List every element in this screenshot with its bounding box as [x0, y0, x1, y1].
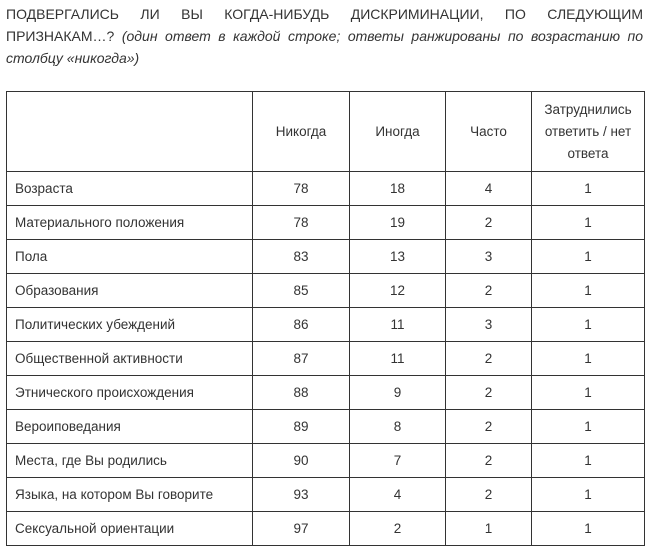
cell-sometimes: 7 [350, 444, 446, 478]
cell-no-answer: 1 [532, 172, 645, 206]
cell-sometimes: 12 [350, 274, 446, 308]
table-row [7, 206, 645, 240]
header-cell-no-answer: Затруднились ответить / нет ответа [532, 92, 645, 172]
cell-often: 2 [446, 206, 532, 240]
cell-sometimes: 13 [350, 240, 446, 274]
cell-never: 88 [253, 376, 350, 410]
row-label: Возраста [7, 172, 253, 206]
table-row [7, 240, 645, 274]
cell-never: 89 [253, 410, 350, 444]
cell-sometimes: 11 [350, 342, 446, 376]
row-label: Языка, на котором Вы говорите [7, 478, 253, 512]
cell-sometimes: 4 [350, 478, 446, 512]
row-label: Политических убеждений [7, 308, 253, 342]
cell-sometimes: 11 [350, 308, 446, 342]
cell-often: 2 [446, 444, 532, 478]
results-table [6, 91, 645, 546]
table-row [7, 512, 645, 546]
question-note: (один ответ в каждой строке; ответы ранжированы по возрастанию по столбцу «никогда») [6, 28, 644, 66]
cell-never: 86 [253, 308, 350, 342]
table-row [7, 478, 645, 512]
cell-often: 2 [446, 478, 532, 512]
table-row [7, 376, 645, 410]
row-label: Этнического происхождения [7, 376, 253, 410]
header-cell-sometimes: Иногда [350, 92, 446, 172]
cell-sometimes: 2 [350, 512, 446, 546]
header-cell-never: Никогда [253, 92, 350, 172]
cell-never: 93 [253, 478, 350, 512]
cell-often: 3 [446, 240, 532, 274]
cell-often: 2 [446, 274, 532, 308]
cell-often: 2 [446, 342, 532, 376]
cell-no-answer: 1 [532, 274, 645, 308]
row-label: Вероиповедания [7, 410, 253, 444]
header-cell-often: Часто [446, 92, 532, 172]
cell-no-answer: 1 [532, 376, 645, 410]
cell-never: 87 [253, 342, 350, 376]
cell-no-answer: 1 [532, 512, 645, 546]
cell-no-answer: 1 [532, 478, 645, 512]
row-label: Пола [7, 240, 253, 274]
row-label: Материального положения [7, 206, 253, 240]
table-row [7, 342, 645, 376]
cell-no-answer: 1 [532, 444, 645, 478]
table-row [7, 172, 645, 206]
cell-never: 83 [253, 240, 350, 274]
cell-often: 1 [446, 512, 532, 546]
cell-no-answer: 1 [532, 308, 645, 342]
cell-often: 4 [446, 172, 532, 206]
row-label: Образования [7, 274, 253, 308]
row-label: Общественной активности [7, 342, 253, 376]
question-heading [6, 3, 643, 69]
cell-often: 2 [446, 376, 532, 410]
cell-never: 78 [253, 206, 350, 240]
row-label: Сексуальной ориентации [7, 512, 253, 546]
cell-never: 97 [253, 512, 350, 546]
cell-sometimes: 8 [350, 410, 446, 444]
table-row [7, 308, 645, 342]
cell-sometimes: 9 [350, 376, 446, 410]
question-text: ПОДВЕРГАЛИСЬ ЛИ ВЫ КОГДА-НИБУДЬ ДИСКРИМИНАЦИИ, ПО СЛЕДУЮЩИМ ПРИЗНАКАМ…? [6, 6, 643, 44]
cell-no-answer: 1 [532, 240, 645, 274]
cell-never: 85 [253, 274, 350, 308]
table-row [7, 274, 645, 308]
cell-sometimes: 19 [350, 206, 446, 240]
cell-no-answer: 1 [532, 410, 645, 444]
row-label: Места, где Вы родились [7, 444, 253, 478]
cell-never: 90 [253, 444, 350, 478]
cell-never: 78 [253, 172, 350, 206]
table-row [7, 410, 645, 444]
cell-often: 3 [446, 308, 532, 342]
header-cell-empty [7, 92, 253, 172]
table-body [7, 172, 645, 546]
cell-sometimes: 18 [350, 172, 446, 206]
cell-often: 2 [446, 410, 532, 444]
table-row [7, 444, 645, 478]
table-header-row [7, 92, 645, 172]
cell-no-answer: 1 [532, 342, 645, 376]
cell-no-answer: 1 [532, 206, 645, 240]
